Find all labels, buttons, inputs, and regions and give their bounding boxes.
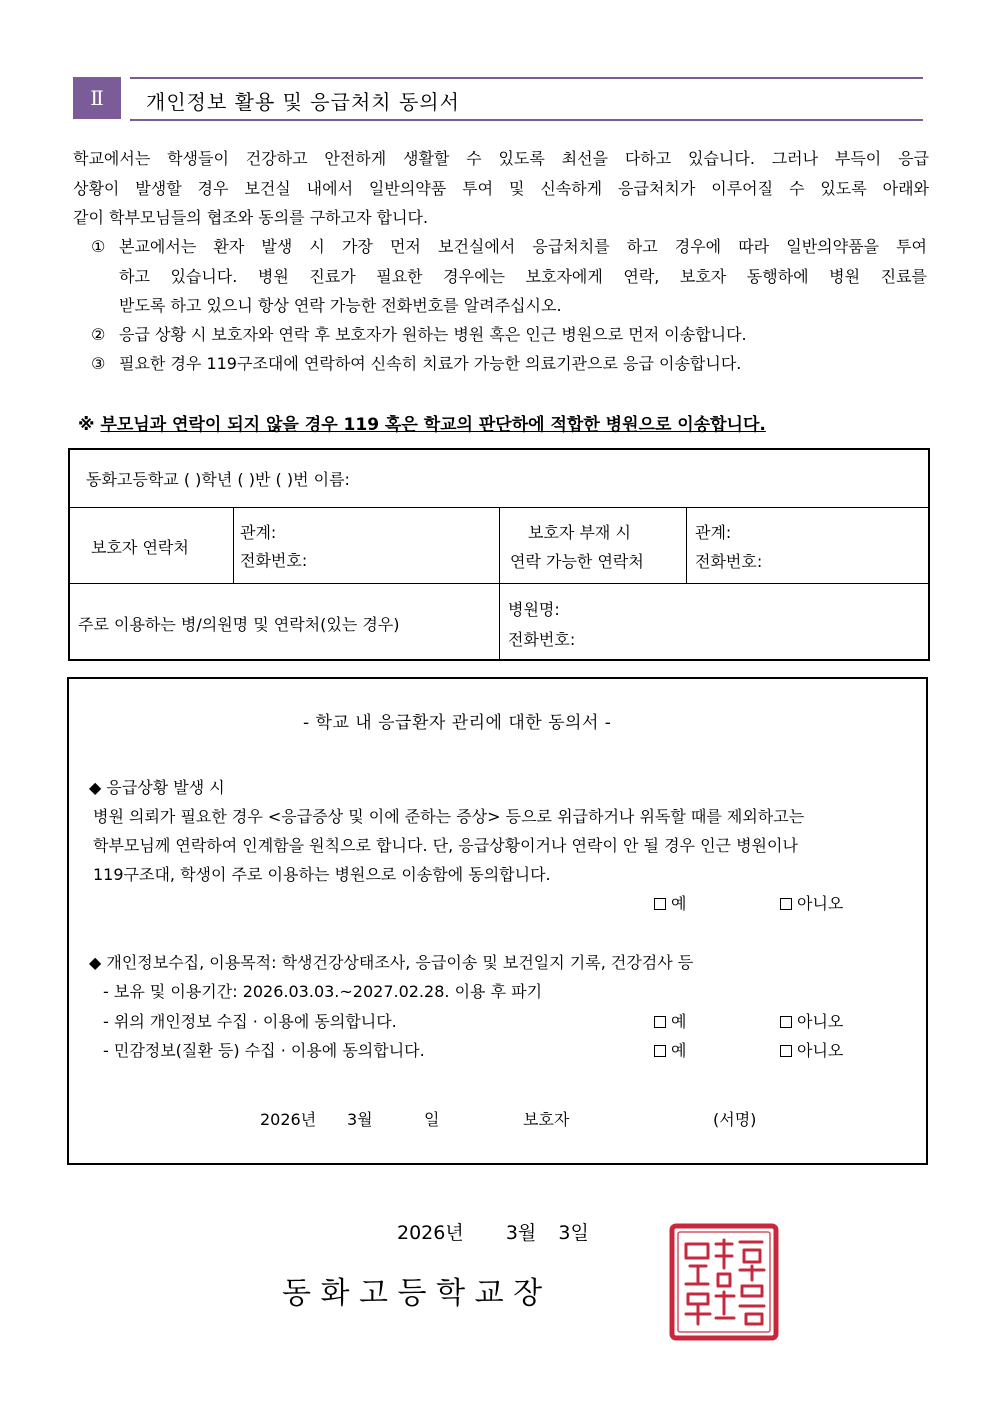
personal-info-yes-checkbox[interactable] — [654, 1009, 686, 1032]
intro-line: 상황이 발생할 경우 보건실 내에서 일반의약품 투여 및 신속하게 응급처치가 이루어질 수 있도록 아래와 — [73, 178, 929, 198]
item-number: ② — [91, 325, 106, 344]
checkbox-label: 아니오 — [797, 1041, 844, 1060]
notice-mark: ※ — [78, 415, 95, 435]
checkbox-label: 예 — [671, 1041, 687, 1060]
notice-text: 부모님과 연락이 되지 않을 경우 119 혹은 학교의 판단하에 적합한 병원으로 이송합니다. — [100, 415, 766, 435]
checkbox-icon — [654, 898, 666, 910]
consent-text-line: 학부모님께 연락하여 인계함을 원칙으로 합니다. 단, 응급상황이거나 연락이 안 될 경우 인근 병원이나 — [93, 836, 798, 855]
item-text: 필요한 경우 119구조대에 연락하여 신속히 치료가 가능한 의료기관으로 응급 이송합니다. — [119, 354, 742, 373]
consent-title: - 학교 내 응급환자 관리에 대한 동의서 - — [303, 713, 612, 733]
guardian-contact-label: 보호자 연락처 — [91, 538, 189, 557]
emergency-no-checkbox[interactable] — [780, 891, 843, 914]
notice — [78, 410, 766, 435]
checkbox-label: 아니오 — [797, 894, 844, 913]
sign-day: 일 — [424, 1110, 440, 1129]
header-divider-top — [130, 77, 923, 79]
checkbox-icon — [654, 1016, 666, 1028]
contact-info-table — [68, 448, 930, 661]
consent-text-line: - 위의 개인정보 수집 · 이용에 동의합니다. — [103, 1012, 397, 1031]
section-heading: ◆ 응급상황 발생 시 — [89, 778, 225, 797]
section-number-badge: Ⅱ — [73, 77, 121, 119]
checkbox-icon — [654, 1045, 666, 1057]
intro-line: 학교에서는 학생들이 건강하고 안전하게 생활할 수 있도록 최선을 다하고 있습니다. 그러나 부득이 응급 — [73, 149, 929, 168]
section-heading: ◆ 개인정보수집, 이용목적: 학생건강상태조사, 응급이송 및 보건일지 기록, 건강검사 등 — [89, 953, 694, 972]
checkbox-icon — [780, 1016, 792, 1028]
list-item — [91, 320, 927, 350]
date-month: 3월 — [505, 1222, 537, 1244]
list-item — [91, 349, 927, 379]
item-number: ③ — [91, 354, 106, 373]
intro-paragraph — [73, 144, 929, 233]
issue-date — [397, 1218, 589, 1245]
hospital-phone-field[interactable]: 전화번호: — [508, 630, 576, 649]
guardian-label: 보호자 — [523, 1110, 570, 1129]
item-text: 받도록 하고 있으니 항상 연락 가능한 전화번호를 알려주십시오. — [119, 296, 562, 315]
official-seal-icon — [668, 1222, 780, 1342]
student-info-field[interactable]: 동화고등학교 ( )학년 ( )반 ( )번 이름: — [86, 470, 350, 489]
alt-phone-field[interactable]: 전화번호: — [695, 552, 763, 571]
checkbox-label: 예 — [671, 1012, 687, 1031]
item-text: 응급 상황 시 보호자와 연락 후 보호자가 원하는 병원 혹은 인근 병원으로 먼저 이송합니다. — [119, 325, 747, 344]
guardian-relation-field[interactable]: 관계: — [240, 523, 277, 542]
intro-line: 같이 학부모님들의 협조와 동의를 구하고자 합니다. — [73, 208, 429, 227]
list-item — [91, 232, 927, 321]
guardian-phone-field[interactable]: 전화번호: — [240, 551, 308, 570]
checkbox-label: 예 — [671, 894, 687, 913]
consent-text-line: - 민감정보(질환 등) 수집 · 이용에 동의합니다. — [103, 1041, 425, 1060]
signature-field[interactable]: (서명) — [713, 1110, 757, 1129]
retention-period-text: - 보유 및 이용기간: 2026.03.03.~2027.02.28. 이용 후 파기 — [103, 982, 543, 1001]
sensitive-info-no-checkbox[interactable] — [780, 1038, 843, 1061]
checkbox-label: 아니오 — [797, 1012, 844, 1031]
consent-text-line: 병원 의뢰가 필요한 경우 <응급증상 및 이에 준하는 증상> 등으로 위급하거나 위독할 때를 제외하고는 — [93, 807, 805, 826]
table-divider — [686, 507, 687, 583]
item-number: ① — [91, 237, 106, 256]
checkbox-icon — [780, 1045, 792, 1057]
personal-info-no-checkbox[interactable] — [780, 1009, 843, 1032]
emergency-yes-checkbox[interactable] — [654, 891, 686, 914]
date-day: 3일 — [558, 1222, 589, 1244]
hospital-label: 주로 이용하는 병/의원명 및 연락처(있는 경우) — [78, 615, 400, 634]
hospital-name-field[interactable]: 병원명: — [508, 600, 560, 619]
header-divider-bottom — [130, 119, 923, 121]
item-text: 하고 있습니다. 병원 진료가 필요한 경우에는 보호자에게 연락, 보호자 동행하에 병원 진료를 — [119, 266, 927, 286]
consent-text-line: 119구조대, 학생이 주로 이용하는 병원으로 이송함에 동의합니다. — [93, 865, 551, 884]
checkbox-icon — [780, 898, 792, 910]
school-principal-title: 동 화 고 등 학 교 장 — [282, 1276, 543, 1311]
date-year: 2026년 — [397, 1222, 464, 1244]
consent-form — [67, 677, 928, 1165]
item-text: 본교에서는 환자 발생 시 가장 먼저 보건실에서 응급처치를 하고 경우에 따라 일반의약품을 투여 — [119, 237, 927, 256]
alt-relation-field[interactable]: 관계: — [695, 523, 732, 542]
alt-contact-label: 보호자 부재 시 — [528, 523, 631, 542]
alt-contact-label: 연락 가능한 연락처 — [510, 552, 644, 571]
sensitive-info-yes-checkbox[interactable] — [654, 1038, 686, 1061]
table-divider — [233, 507, 234, 583]
page-title: 개인정보 활용 및 응급처치 동의서 — [146, 90, 460, 114]
sign-month: 3월 — [347, 1110, 373, 1129]
table-divider — [499, 507, 500, 660]
sign-year: 2026년 — [260, 1110, 317, 1129]
